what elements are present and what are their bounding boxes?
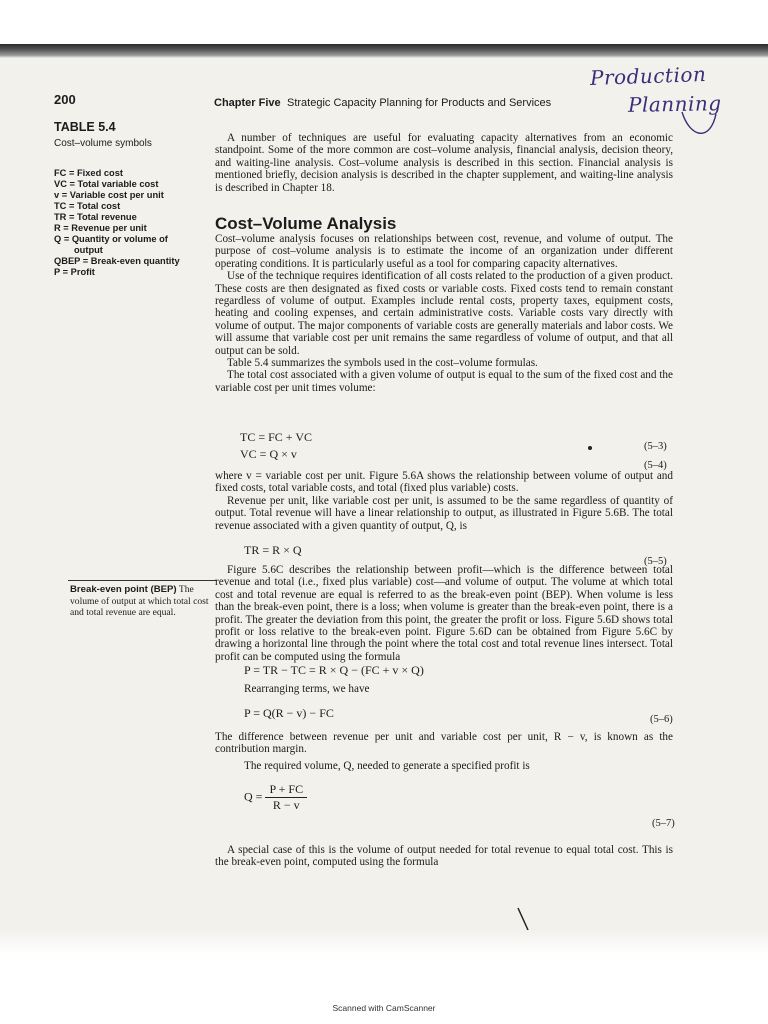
equation-variable-cost: VC = Q × v xyxy=(240,447,297,461)
page-bottom-edge xyxy=(0,930,768,954)
paragraph-block-1 xyxy=(215,233,673,394)
symbol-item: v = Variable cost per unit xyxy=(54,190,164,200)
stray-dot xyxy=(588,446,592,450)
margin-definition-bep xyxy=(70,584,220,619)
fraction-denominator: R − v xyxy=(272,798,300,812)
symbol-item: R = Revenue per unit xyxy=(54,223,147,233)
paragraph-block-5 xyxy=(215,844,673,869)
paragraph: Revenue per unit, like variable cost per unit, is assumed to be the same regardless of quantity of output. Total revenue will have a linear relationship to output, as illustrated in Figure 5.6B. The total revenue associated with a given quantity of output, Q, is xyxy=(215,494,673,532)
intro-text: A number of techniques are useful for evaluating capacity alternatives from an economic standpoint. Some of the more common are cost–volume analysis, financial analysis, decision theory, and waiting-line analysis. Cost–volume analysis is described in this section. Financial analysis is mentioned briefly, decision analysis is described in the chapter supplement, and waiting-line analysis is described in Chapter 18. xyxy=(215,132,673,194)
paragraph-block-4 xyxy=(215,731,673,756)
equation-lhs: Q = xyxy=(244,789,263,804)
equation-number: (5–5) xyxy=(644,556,667,567)
section-heading: Cost–Volume Analysis xyxy=(215,214,397,233)
equation-total-cost: TC = FC + VC xyxy=(240,430,312,444)
equation-number: (5–3) xyxy=(644,441,667,452)
handwritten-swoosh xyxy=(680,108,720,144)
symbol-item: output xyxy=(74,245,103,255)
equation-profit: P = TR − TC = R × Q − (FC + v × Q) xyxy=(244,663,424,677)
equation-profit-rearranged: P = Q(R − v) − FC xyxy=(244,706,334,720)
paragraph: The difference between revenue per unit and variable cost per unit, R − v, is known as the contribution margin. xyxy=(215,731,673,756)
equation-number: (5–4) xyxy=(644,460,667,471)
table-subtitle: Cost–volume symbols xyxy=(54,138,152,149)
paragraph: A special case of this is the volume of output needed for total revenue to equal total cost. This is the break-even point, computed using the formula xyxy=(215,844,673,869)
paragraph: Figure 5.6C describes the relationship between profit—which is the difference between total revenue and total (i.e., fixed plus variable) cost—and volume of output. The volume at which total cost and total revenue are equal is referred to as the break-even point (BEP). When volume is less than the break-even point, there is a loss; when volume is greater than the break-even point, there is a profit. The greater the deviation from this point, the greater the profit or loss. Figure 5.6D shows total profit or loss relative to the break-even point. Figure 5.6D can be obtained from Figure 5.6C by drawing a horizontal line through the point where the total cost and total revenue lines intersect. Total profit can be computed using the formula xyxy=(215,564,673,663)
symbol-item: P = Profit xyxy=(54,267,95,277)
bep-definition: The volume of output at which total cost and total revenue are equal. xyxy=(70,584,209,618)
handwritten-note-line-1: Production xyxy=(589,61,707,91)
paragraph: Use of the technique requires identification of all costs related to the production of a given product. These costs are then designated as fixed costs or variable costs. Fixed costs tend to remain constant regardless of volume of output. Examples include rental costs, property taxes, equipment costs, heating and cooling expenses, and certain administrative costs. Variable costs vary directly with volume of output. The major components of variable costs are generally materials and labor costs. We will assume that variable cost per unit remains the same regardless of volume of output, and that all output can be sold. xyxy=(215,270,673,357)
paragraph-block-2 xyxy=(215,470,673,532)
equation-number: (5–6) xyxy=(650,714,673,725)
chapter-label: Chapter Five xyxy=(214,97,281,109)
fraction-numerator: P + FC xyxy=(265,782,307,798)
equation-number: (5–7) xyxy=(652,818,675,829)
handwritten-note-line-2: Planning xyxy=(627,91,722,117)
bep-term: Break-even point (BEP) xyxy=(70,584,177,595)
paragraph: Rearranging terms, we have xyxy=(244,683,370,695)
margin-rule xyxy=(68,580,216,581)
paragraph: Cost–volume analysis focuses on relationships between cost, revenue, and volume of output. The purpose of cost–volume analysis is to estimate the income of an organization under different operating conditions. It is particularly useful as a tool for comparing capacity alternatives. xyxy=(215,233,673,270)
paragraph: The total cost associated with a given volume of output is equal to the sum of the fixed cost and the variable cost per unit times volume: xyxy=(215,369,673,394)
fraction xyxy=(265,782,307,813)
symbol-item: TR = Total revenue xyxy=(54,212,137,222)
equation-required-volume xyxy=(244,782,307,813)
symbol-item: FC = Fixed cost xyxy=(54,168,123,178)
intro-paragraph xyxy=(215,132,673,194)
pen-mark xyxy=(514,906,534,932)
scanner-watermark: Scanned with CamScanner xyxy=(332,1003,436,1013)
paragraph-block-3 xyxy=(215,564,673,663)
symbol-list xyxy=(54,168,214,278)
symbol-item: VC = Total variable cost xyxy=(54,179,159,189)
table-title: TABLE 5.4 xyxy=(54,120,116,134)
chapter-title: Strategic Capacity Planning for Products and Services xyxy=(287,97,552,109)
equation-total-revenue: TR = R × Q xyxy=(244,543,302,557)
symbol-item: TC = Total cost xyxy=(54,201,121,211)
symbol-item: Q = Quantity or volume of xyxy=(54,234,168,244)
paragraph: Table 5.4 summarizes the symbols used in the cost–volume formulas. xyxy=(227,357,538,370)
page-number: 200 xyxy=(54,92,76,107)
scan-top-edge xyxy=(0,44,768,58)
symbol-item: QBEP = Break-even quantity xyxy=(54,256,180,266)
paragraph: The required volume, Q, needed to generate a specified profit is xyxy=(244,760,530,772)
paragraph: where v = variable cost per unit. Figure 5.6A shows the relationship between volume of output and fixed costs, total variable costs, and total (fixed plus variable) costs. xyxy=(215,470,673,495)
